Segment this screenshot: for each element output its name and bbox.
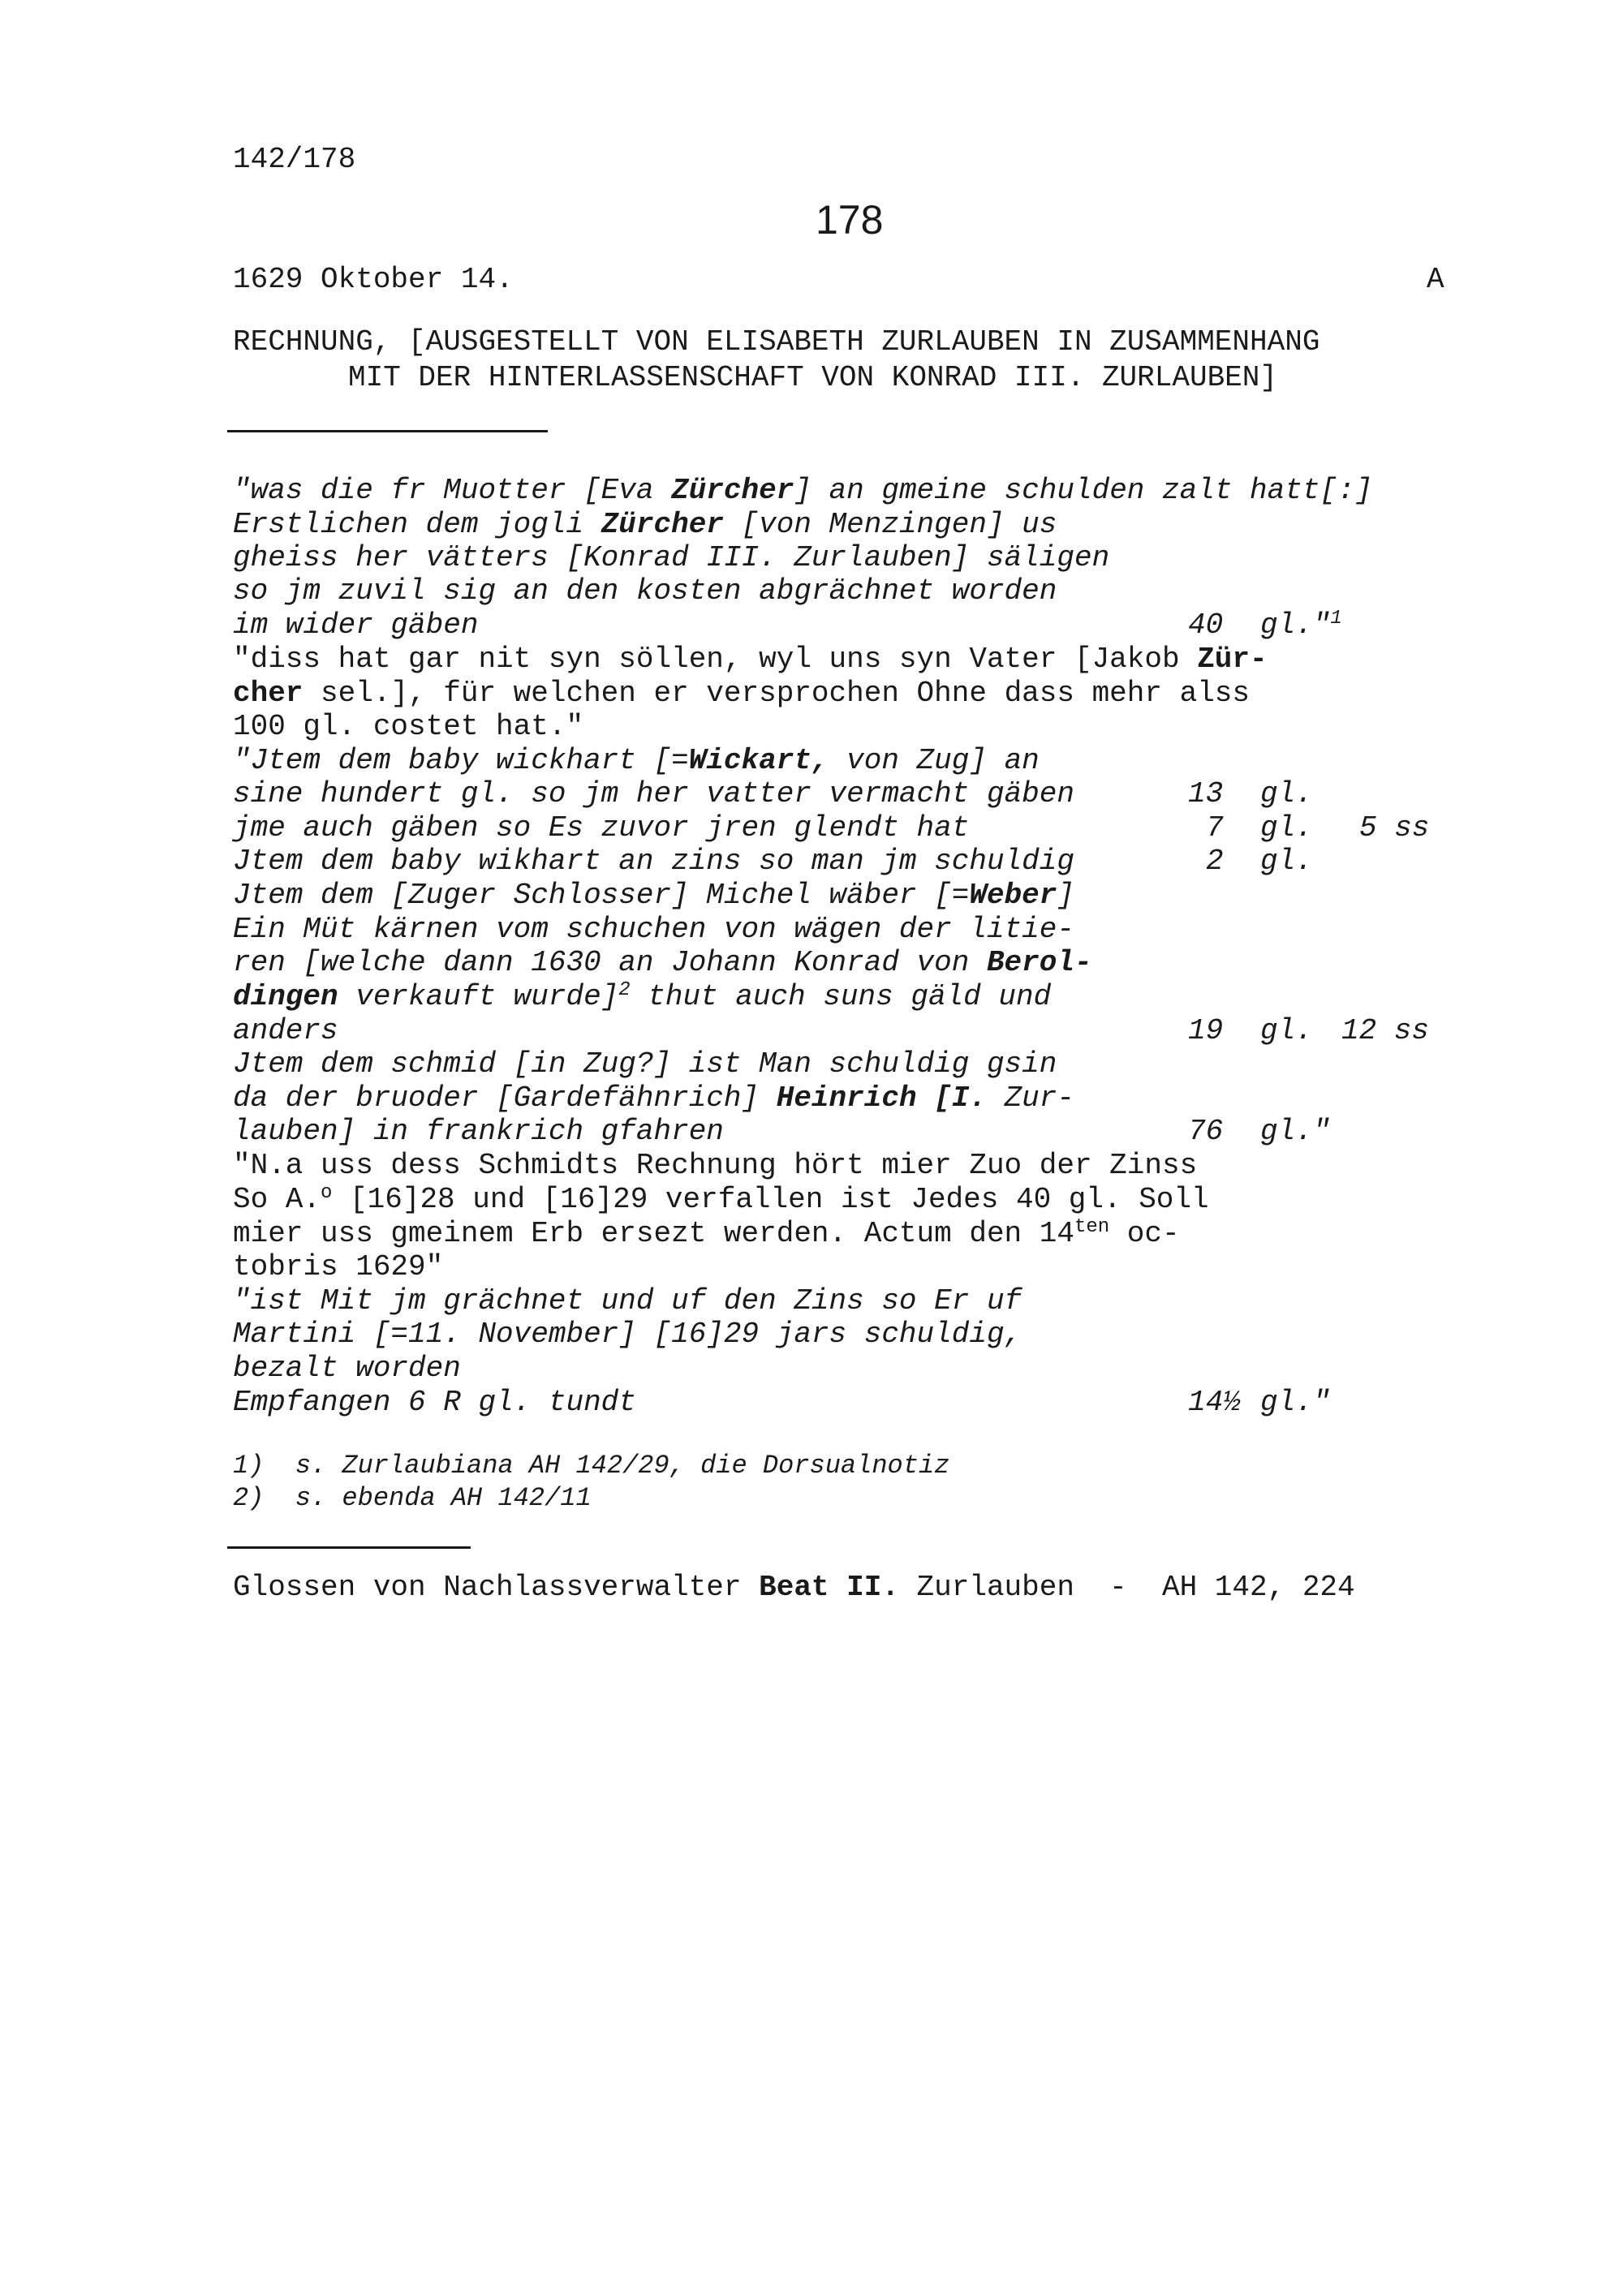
document-number: 178 — [816, 197, 884, 243]
body-line: Erstlichen dem jogli Zürcher [von Menzingen] us — [233, 508, 1057, 541]
amount-unit: gl." — [1260, 1386, 1331, 1419]
footnote-marker: 2 — [618, 979, 631, 1001]
gloss-line: Glossen von Nachlassverwalter Beat II. Zurlauben - AH 142, 224 — [233, 1571, 1355, 1604]
body-line: So A.$^o$ [16]28 und [16]29 verfallen ist Jedes 40 gl. Soll — [233, 1182, 1209, 1216]
amount-extra: 5 ss — [1359, 811, 1430, 845]
amount-unit: gl. — [1260, 1014, 1313, 1047]
amount-unit: gl."$^1$ — [1260, 608, 1342, 642]
body-line: im wider gäben — [233, 608, 479, 642]
archive-reference: 142/178 — [233, 143, 356, 176]
amount: 7 — [1206, 811, 1224, 845]
body-line: Jtem dem [Zuger Schlosser] Michel wäber [=Weber] — [233, 879, 1074, 912]
body-line: dingen verkauft wurde]$^2$ thut auch suns gäld und — [233, 979, 1052, 1013]
body-line: "Jtem dem baby wickhart [=Wickart, von Zug] an — [233, 744, 1040, 777]
body-line: tobris 1629" — [233, 1250, 444, 1283]
header-divider — [227, 430, 548, 432]
body-line: lauben] in frankrich gfahren — [233, 1115, 724, 1148]
body-line: anders — [233, 1014, 338, 1047]
body-line: cher sel.], für welchen er versprochen Ohne dass mehr alss — [233, 677, 1251, 710]
amount: 19 — [1188, 1014, 1224, 1047]
document-date: 1629 Oktober 14. — [233, 263, 514, 296]
body-line: gheiss her vätters [Konrad III. Zurlauben] säligen — [233, 541, 1110, 574]
amount-unit: gl. — [1260, 845, 1313, 878]
body-line: da der bruoder [Gardefähnrich] Heinrich [I. Zur- — [233, 1081, 1074, 1115]
footnote-1: 1) s. Zurlaubiana AH 142/29, die Dorsualnotiz — [233, 1451, 950, 1481]
amount: 13 — [1188, 777, 1224, 810]
body-line: Martini [=11. November] [16]29 jars schuldig, — [233, 1318, 1022, 1351]
body-line: "was die fr Muotter [Eva Zürcher] an gmeine schulden zalt hatt[:] — [233, 474, 1373, 507]
amount: 14½ — [1188, 1386, 1241, 1419]
amount-unit: gl. — [1260, 777, 1313, 810]
body-line: bezalt worden — [233, 1352, 461, 1385]
body-line: Jtem dem schmid [in Zug?] ist Man schuldig gsin — [233, 1047, 1057, 1081]
amount-unit: gl. — [1260, 811, 1313, 845]
body-line: mier uss gmeinem Erb ersezt werden. Actum den $14^{ten}$ oc- — [233, 1216, 1180, 1250]
body-line: "diss hat gar nit syn söllen, wyl uns syn Vater [Jakob Zür- — [233, 643, 1268, 676]
body-line: jme auch gäben so Es zuvor jren glendt hat — [233, 811, 970, 845]
amount: 40 — [1188, 608, 1224, 642]
body-line: "N.a uss dess Schmidts Rechnung hört mier Zuo der Zinss — [233, 1149, 1198, 1182]
amount: 76 — [1188, 1115, 1224, 1148]
body-line: ren [welche dann 1630 an Johann Konrad von Berol- — [233, 946, 1092, 979]
amount: 2 — [1206, 845, 1224, 878]
amount-extra: 12 ss — [1341, 1014, 1430, 1047]
footnote-2: 2) s. ebenda AH 142/11 — [233, 1483, 592, 1513]
footer-divider — [227, 1546, 471, 1549]
footnote-marker: 1 — [1330, 608, 1342, 630]
document-title-line-2: MIT DER HINTERLASSENSCHAFT VON KONRAD III. ZURLAUBEN] — [348, 361, 1277, 394]
body-line: Ein Müt kärnen vom schuchen von wägen der litie- — [233, 913, 1074, 946]
document-title-line-1: RECHNUNG, [AUSGESTELLT VON ELISABETH ZURLAUBEN IN ZUSAMMENHANG — [233, 325, 1320, 359]
document-letter: A — [1427, 263, 1444, 296]
body-line: "ist Mit jm grächnet und uf den Zins so Er uf — [233, 1284, 1022, 1318]
body-line: sine hundert gl. so jm her vatter vermacht gäben — [233, 777, 1074, 810]
amount-unit: gl." — [1260, 1115, 1331, 1148]
body-line: so jm zuvil sig an den kosten abgrächnet worden — [233, 574, 1057, 608]
body-line: Jtem dem baby wikhart an zins so man jm schuldig — [233, 845, 1074, 878]
body-line: 100 gl. costet hat." — [233, 710, 584, 743]
body-line: Empfangen 6 R gl. tundt — [233, 1386, 636, 1419]
